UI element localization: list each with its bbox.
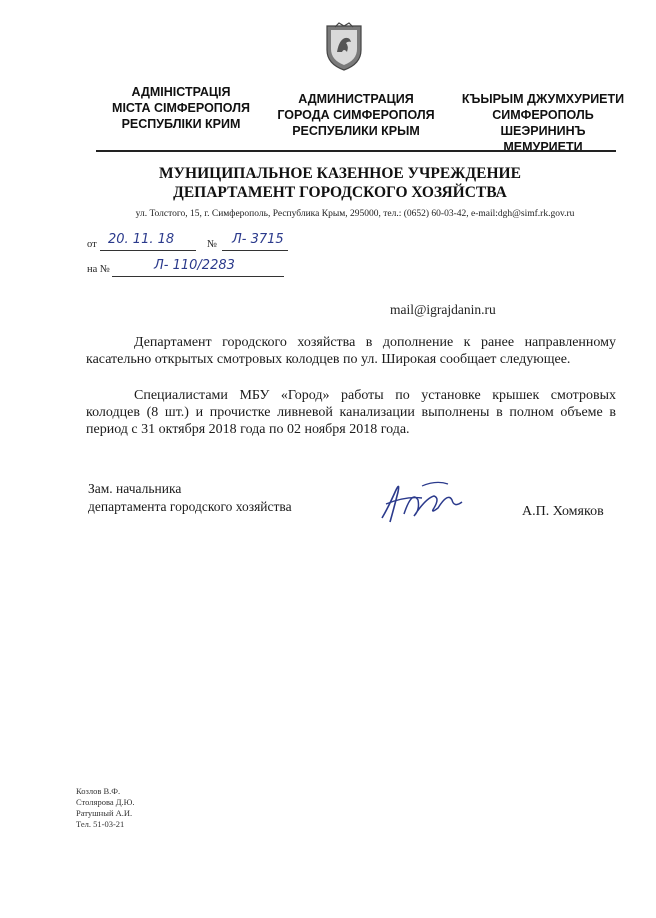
header-center-line-1: АДМИНИСТРАЦИЯ (298, 92, 414, 106)
signer-position-line-2: департамента городского хозяйства (88, 499, 292, 514)
body-paragraph-2: Специалистами МБУ «Город» работы по установке крышек смотровых колодцев (8 шт.) и прочистке ливневой канализации выполнены в полном объеме в период с 31 октября 2018 года по 02 ноября 2018 года. (86, 388, 616, 437)
executor-1: Козлов В.Ф. (76, 786, 121, 796)
executor-2: Столярова Д.Ю. (76, 797, 135, 807)
date-line (100, 250, 196, 251)
header-left-line-3: РЕСПУБЛІКИ КРИМ (121, 117, 241, 131)
executor-phone: Тел. 51-03-21 (76, 819, 125, 829)
signer-position (88, 480, 292, 516)
header-left-line-1: АДМІНІСТРАЦІЯ (131, 85, 231, 99)
executor-3: Ратушный А.И. (76, 808, 133, 818)
header-right-line-4: МЕМУРИЕТИ (503, 140, 583, 154)
reply-line (112, 276, 284, 277)
header-russian (266, 91, 446, 139)
letter-date: 20. 11. 18 (108, 232, 175, 247)
header-right-line-1: КЪЫРЫМ ДЖУМХУРИЕТИ (461, 92, 625, 106)
coat-of-arms-icon (323, 22, 365, 72)
header-center-line-2: ГОРОДА СИМФЕРОПОЛЯ (277, 108, 435, 122)
organization-title (120, 164, 560, 202)
reply-label: на № (87, 264, 110, 275)
organization-line-2: ДЕПАРТАМЕНТ ГОРОДСКОГО ХОЗЯЙСТВА (173, 184, 507, 201)
handwritten-signature (378, 478, 474, 524)
organization-line-1: МУНИЦИПАЛЬНОЕ КАЗЕННОЕ УЧРЕЖДЕНИЕ (159, 165, 521, 182)
executors-list (76, 786, 135, 830)
signer-name: А.П. Хомяков (522, 504, 604, 519)
header-right-line-3: ШЕЭРИНИНЪ (500, 124, 586, 138)
from-label: от (87, 239, 97, 250)
header-ukrainian (86, 84, 276, 132)
letter-number: Л- 3715 (232, 232, 284, 247)
header-divider (96, 150, 616, 152)
header-center-line-3: РЕСПУБЛИКИ КРЫМ (292, 124, 420, 138)
body-paragraph-1: Департамент городского хозяйства в дополнение к ранее направленному касательно открытых смотровых колодцев по ул. Широкая сообщает следующее. (86, 335, 616, 367)
organization-address: ул. Толстого, 15, г. Симферополь, Республика Крым, 295000, тел.: (0652) 60-03-42, e-mail:dgh@simf.rk.gov.ru (135, 209, 575, 219)
header-left-line-2: МІСТА СІМФЕРОПОЛЯ (112, 101, 250, 115)
recipient-email: mail@igrajdanin.ru (390, 302, 496, 317)
reply-number: Л- 110/2283 (154, 258, 235, 273)
header-crimean-tatar (450, 91, 636, 155)
number-label: № (207, 239, 218, 250)
header-right-line-2: СИМФЕРОПОЛЬ (492, 108, 594, 122)
signer-position-line-1: Зам. начальника (88, 481, 182, 496)
number-line (222, 250, 288, 251)
